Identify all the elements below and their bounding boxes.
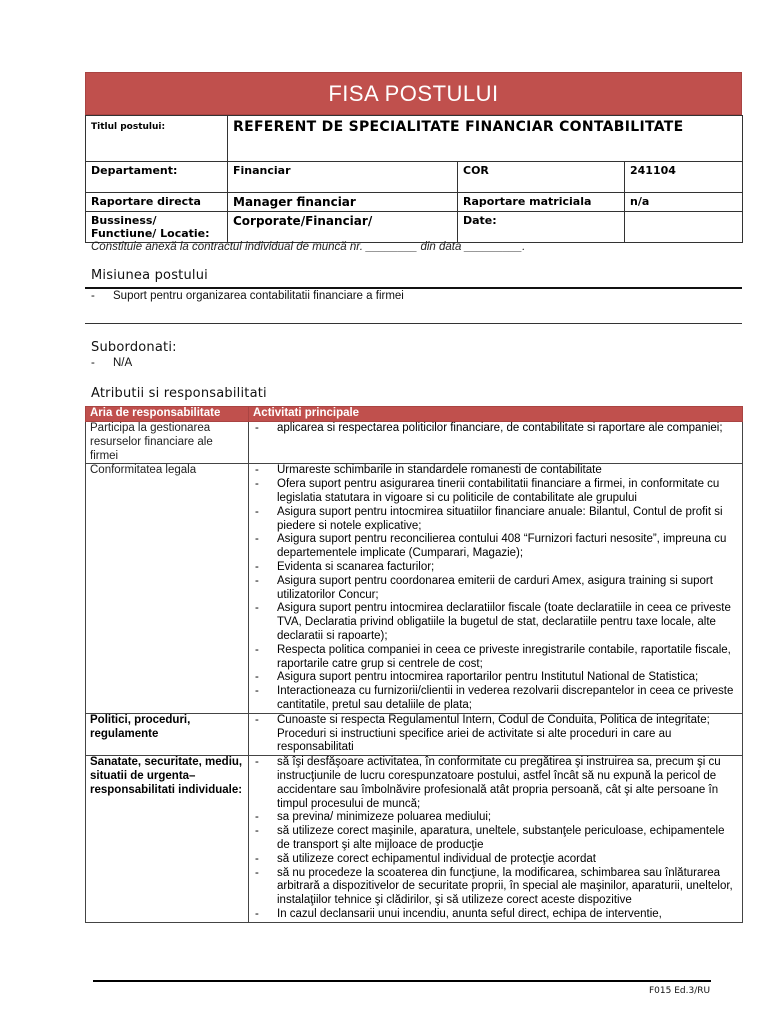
col-area-header: Aria de responsabilitate <box>86 407 249 422</box>
list-item: - Asigura suport pentru intocmirea raportarilor pentru Institutul National de Statistica; <box>253 671 738 685</box>
department-label: Departament: <box>86 162 228 193</box>
annex-note: Constituie anexă la contractul individual de muncă nr. ________ din data _________. <box>91 241 526 253</box>
list-item: - Asigura suport pentru reconcilierea contului 408 “Furnizori facturi nesosite”, impreuna cu departementele implicate (Cumparari, Magazie); <box>253 533 738 561</box>
activities-cell <box>249 464 743 713</box>
list-item: - In cazul declansarii unui incendiu, anunta seful direct, echipa de interventie, <box>253 908 738 922</box>
list-item: - sa previna/ minimizeze poluarea mediului; <box>253 811 738 825</box>
cor-value: 241104 <box>625 162 743 193</box>
list-item: - să îşi desfăşoare activitatea, în conformitate cu pregătirea şi instruirea sa, precum şi cu instrucţiunile de lucru corespunzatoare postului, astfel încât să nu expună la pericol de accidentare sau îmbolnăvire profesională atât propria persoană, cât şi alte persoane în timpul procesului de muncă; <box>253 756 738 811</box>
responsibilities-table <box>85 406 743 923</box>
subordinates-item: - N/A <box>91 357 133 369</box>
list-item: - să utilizeze corect maşinile, aparatura, uneltele, substanţele periculoase, echipamentele de transport şi alte mijloace de producţie <box>253 825 738 853</box>
matrix-report-label: Raportare matriciala <box>458 193 625 212</box>
footer-rule <box>93 980 711 982</box>
direct-report-label: Raportare directa <box>86 193 228 212</box>
activities-cell <box>249 713 743 755</box>
page-title: FISA POSTULUI <box>85 72 742 115</box>
list-item: - Urmareste schimbarile in standardele romanesti de contabilitate <box>253 464 738 478</box>
activities-cell <box>249 756 743 923</box>
activities-cell <box>249 422 743 464</box>
mission-item: - Suport pentru organizarea contabilitatii financiare a firmei <box>91 290 404 302</box>
list-item: - să nu procedeze la scoaterea din funcţiune, la modificarea, schimbarea sau înlăturarea arbitrară a dispozitivelor de securitate proprii, în special ale maşinilor, aparaturii, uneltelor, instalaţiilor tehnice şi clădirilor, şi să utilizeze corect aceste dispozitive <box>253 867 738 908</box>
list-item: - aplicarea si respectarea politicilor financiare, de contabilitate si raportare ale companiei; <box>253 422 738 436</box>
job-header-table <box>85 115 743 243</box>
list-item: - Cunoaste si respecta Regulamentul Intern, Codul de Conduita, Politica de integritate; Proceduri si instructiuni specifice ariei de activitate si alte proceduri in care au responsabilitati <box>253 714 738 755</box>
date-value <box>625 212 743 243</box>
activities-list <box>253 756 738 922</box>
list-item: - Evidenta si scanarea facturilor; <box>253 561 738 575</box>
job-title-label: Titlul postului: <box>86 116 228 162</box>
table-row <box>86 464 743 713</box>
subordinates-title: Subordonati: <box>91 340 177 355</box>
responsibilities-title: Atributii si responsabilitati <box>91 386 267 401</box>
activities-list <box>253 714 738 755</box>
col-activities-header: Activitati principale <box>249 407 743 422</box>
job-title-value: REFERENT DE SPECIALITATE FINANCIAR CONTABILITATE <box>228 116 743 162</box>
responsibility-area: Participa la gestionarea resurselor financiare ale firmei <box>86 422 249 464</box>
mission-top-rule <box>85 287 742 289</box>
direct-report-value: Manager financiar <box>228 193 458 212</box>
cor-label: COR <box>458 162 625 193</box>
mission-title: Misiunea postului <box>91 268 208 283</box>
footer-code: F015 Ed.3/RU <box>649 986 711 996</box>
matrix-report-value: n/a <box>625 193 743 212</box>
list-item: - Respecta politica companiei in ceea ce priveste inregistrarile contabile, raportatile fiscale, raportarile catre grup si centrele de cost; <box>253 644 738 672</box>
table-row <box>86 422 743 464</box>
activities-list <box>253 422 738 436</box>
mission-bottom-rule <box>85 323 742 324</box>
business-label: Bussiness/ Functiune/ Locatie: <box>86 212 228 243</box>
department-value: Financiar <box>228 162 458 193</box>
list-item: - Ofera suport pentru asigurarea tinerii contabilitatii financiare a firmei, in conformitate cu legislatia statutara in vigoare si cu politicile de contabilitate ale grupului <box>253 478 738 506</box>
activities-list <box>253 464 738 712</box>
table-row <box>86 756 743 923</box>
list-item: - Asigura suport pentru coordonarea emiterii de carduri Amex, asigura training si suport utilizatorilor Concur; <box>253 575 738 603</box>
list-item: - Asigura suport pentru intocmirea situatiilor financiare anuale: Bilantul, Contul de profit si piedere si notele explicative; <box>253 506 738 534</box>
responsibility-area: Politici, proceduri, regulamente <box>86 713 249 755</box>
list-item: - să utilizeze corect echipamentul individual de protecţie acordat <box>253 853 738 867</box>
mission-item-text: Suport pentru organizarea contabilitatii financiare a firmei <box>113 290 404 302</box>
subordinates-item-text: N/A <box>113 357 133 369</box>
date-label: Date: <box>458 212 625 243</box>
table-row <box>86 713 743 755</box>
list-item: - Asigura suport pentru intocmirea declaratiilor fiscale (toate declaratiile in ceea ce priveste TVA, Declaratia privind obligatiile la bugetul de stat, declaratiile pentru taxe locale, alte declaratii si rapoarte); <box>253 602 738 643</box>
list-item: - Interactioneaza cu furnizorii/clientii in vederea rezolvarii discrepantelor in ceea ce priveste cantitatile, pretul sau detaliile de plata; <box>253 685 738 713</box>
responsibility-area: Sanatate, securitate, mediu, situatii de urgenta–responsabilitati individuale: <box>86 756 249 923</box>
business-value: Corporate/Financiar/ <box>228 212 458 243</box>
responsibility-area: Conformitatea legala <box>86 464 249 713</box>
